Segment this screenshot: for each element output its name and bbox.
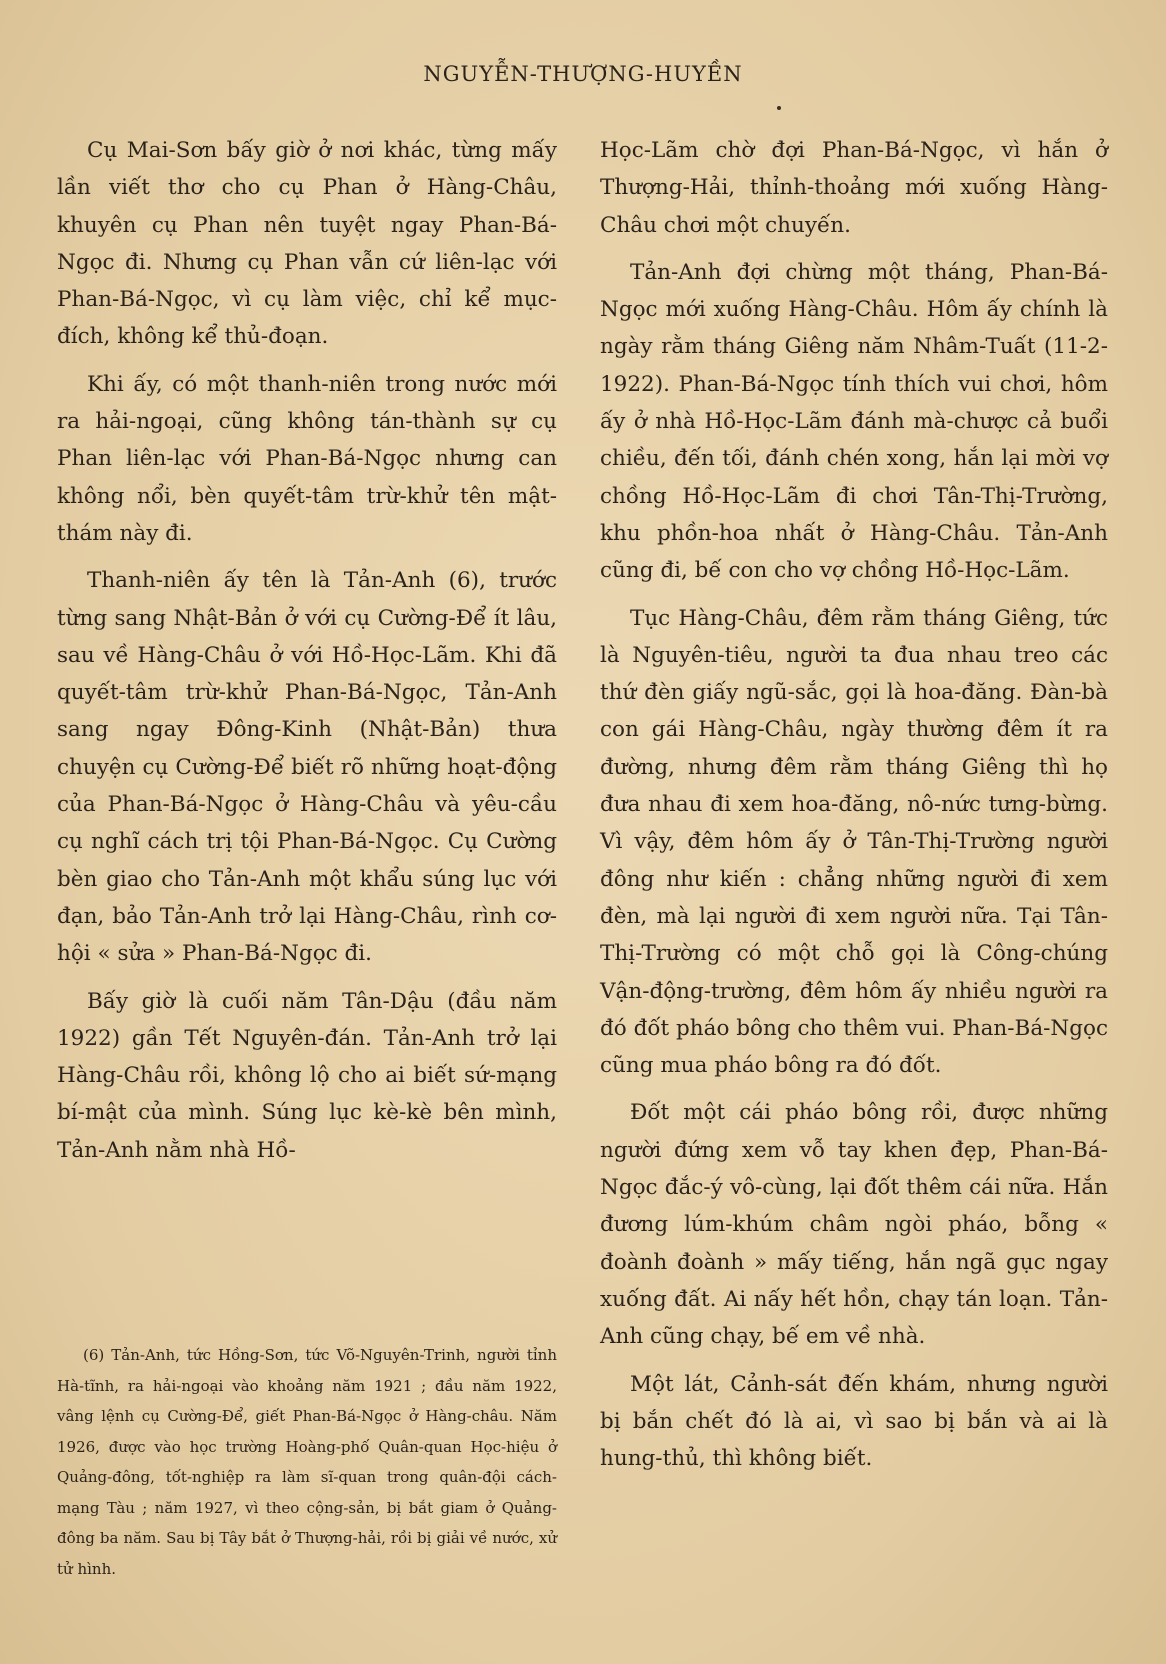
footnote: (6) Tản-Anh, tức Hồng-Sơn, tức Võ-Nguyên-Trinh, người tỉnh Hà-tĩnh, ra hải-ngoại vào khoảng năm 1921 ; đầu năm 1922, vâng lệnh cụ Cường-Để, giết Phan-Bá-Ngọc ở Hàng-châu. Năm 1926, được vào học trường Hoàng-phố Quân-quan Học-hiệu ở Quảng-đông, tốt-nghiệp ra làm sĩ-quan trong quân-đội cách-mạng Tàu ; năm 1927, vì theo cộng-sản, bị bắt giam ở Quảng-đông ba năm. Sau bị Tây bắt ở Thượng-hải, rồi bị giải về nước, xử tử hình. [57, 1346, 557, 1578]
page-mark [777, 106, 781, 110]
left-column [57, 132, 557, 1179]
paragraph: Khi ấy, có một thanh-niên trong nước mới ra hải-ngoại, cũng không tán-thành sự cụ Phan liên-lạc với Phan-Bá-Ngọc nhưng can không nổi, bèn quyết-tâm trừ-khử tên mật-thám này đi. [57, 371, 557, 546]
paragraph: Cụ Mai-Sơn bấy giờ ở nơi khác, từng mấy lần viết thơ cho cụ Phan ở Hàng-Châu, khuyên cụ Phan nên tuyệt ngay Phan-Bá-Ngọc đi. Nhưng cụ Phan vẫn cứ liên-lạc với Phan-Bá-Ngọc, vì cụ làm việc, chỉ kể mục-đích, không kể thủ-đoạn. [57, 138, 557, 350]
paragraph: Tản-Anh đợi chừng một tháng, Phan-Bá-Ngọc mới xuống Hàng-Châu. Hôm ấy chính là ngày rằm tháng Giêng năm Nhâm-Tuất (11-2-1922). Phan-Bá-Ngọc tính thích vui chơi, hôm ấy ở nhà Hồ-Học-Lãm đánh mà-chược cả buổi chiều, đến tối, đánh chén xong, hắn lại mời vợ chồng Hồ-Học-Lãm đi chơi Tân-Thị-Trường, khu phồn-hoa nhất ở Hàng-Châu. Tản-Anh cũng đi, bế con cho vợ chồng Hồ-Học-Lãm. [600, 259, 1108, 584]
paragraph: Tục Hàng-Châu, đêm rằm tháng Giêng, tức là Nguyên-tiêu, người ta đua nhau treo các thứ đèn giấy ngũ-sắc, gọi là hoa-đăng. Đàn-bà con gái Hàng-Châu, ngày thường đêm ít ra đường, nhưng đêm rằm tháng Giêng thì họ đưa nhau đi xem hoa-đăng, nô-nức tưng-bừng. Vì vậy, đêm hôm ấy ở Tân-Thị-Trường người đông như kiến : chẳng những người đi xem đèn, mà lại người đi xem người nữa. Tại Tân-Thị-Trường có một chỗ gọi là Công-chúng Vận-động-trường, đêm hôm ấy nhiều người ra đó đốt pháo bông cho thêm vui. Phan-Bá-Ngọc cũng mua pháo bông ra đó đốt. [600, 605, 1108, 1079]
paragraph: Đốt một cái pháo bông rồi, được những người đứng xem vỗ tay khen đẹp, Phan-Bá-Ngọc đắc-ý vô-cùng, lại đốt thêm cái nữa. Hắn đương lúm-khúm châm ngòi pháo, bỗng « đoành đoành » mấy tiếng, hắn ngã gục ngay xuống đất. Ai nấy hết hồn, chạy tán loạn. Tản-Anh cũng chạy, bế em về nhà. [600, 1100, 1108, 1350]
paragraph: Một lát, Cảnh-sát đến khám, nhưng người bị bắn chết đó là ai, vì sao bị bắn và ai là hung-thủ, thì không biết. [600, 1371, 1108, 1472]
running-header: NGUYỄN-THƯỢNG-HUYỀN [423, 62, 743, 86]
paragraph: Học-Lãm chờ đợi Phan-Bá-Ngọc, vì hắn ở Thượng-Hải, thỉnh-thoảng mới xuống Hàng-Châu chơi một chuyến. [600, 138, 1108, 238]
right-column [600, 132, 1108, 1487]
paragraph: Bấy giờ là cuối năm Tân-Dậu (đầu năm 1922) gần Tết Nguyên-đán. Tản-Anh trở lại Hàng-Châu rồi, không lộ cho ai biết sứ-mạng bí-mật của mình. Súng lục kè-kè bên mình, Tản-Anh nằm nhà Hồ- [57, 988, 557, 1163]
paragraph: Thanh-niên ấy tên là Tản-Anh (6), trước từng sang Nhật-Bản ở với cụ Cường-Để ít lâu, sau về Hàng-Châu ở với Hồ-Học-Lãm. Khi đã quyết-tâm trừ-khử Phan-Bá-Ngọc, Tản-Anh sang ngay Đông-Kinh (Nhật-Bản) thưa chuyện cụ Cường-Để biết rõ những hoạt-động của Phan-Bá-Ngọc ở Hàng-Châu và yêu-cầu cụ nghĩ cách trị tội Phan-Bá-Ngọc. Cụ Cường bèn giao cho Tản-Anh một khẩu súng lục với đạn, bảo Tản-Anh trở lại Hàng-Châu, rình cơ-hội « sửa » Phan-Bá-Ngọc đi. [57, 568, 557, 967]
